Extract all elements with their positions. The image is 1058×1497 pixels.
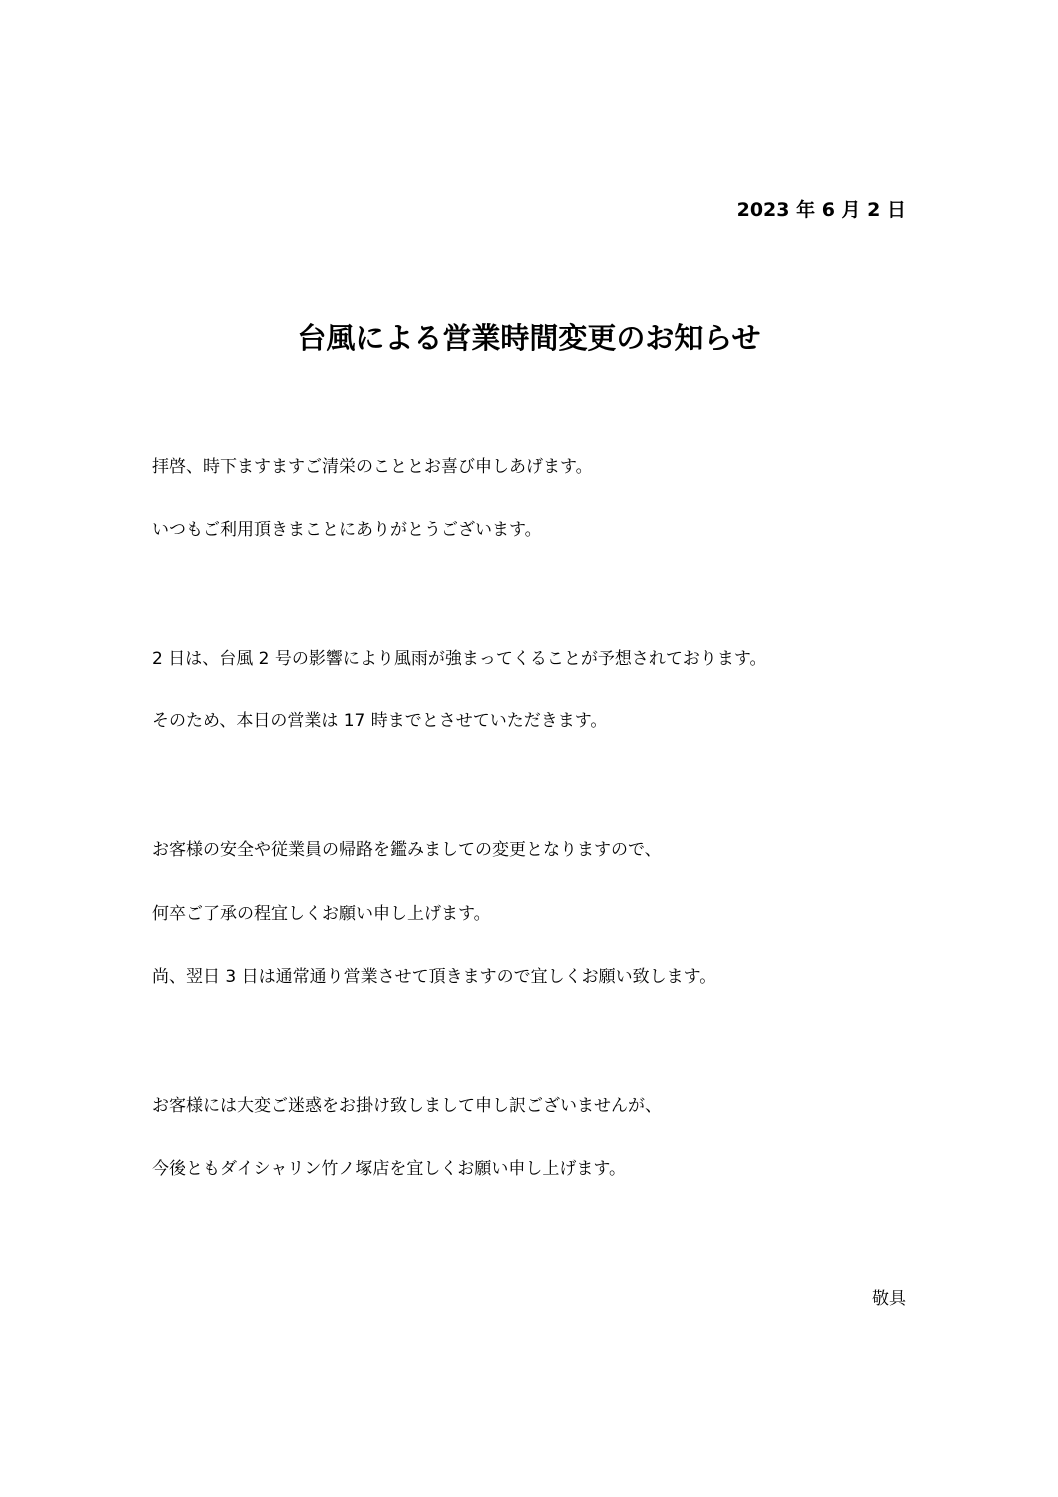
reason-line: お客様の安全や従業員の帰路を鑑みましての変更となりますので、: [152, 840, 662, 860]
reason-line: 尚、翌日 3 日は通常通り営業させて頂きますので宜しくお願い致します。: [152, 967, 717, 987]
announcement-line: そのため、本日の営業は 17 時までとさせていただきます。: [152, 711, 608, 731]
announcement-line: 2 日は、台風 2 号の影響により風雨が強まってくることが予想されております。: [152, 649, 767, 669]
closing-salutation: 敬具: [872, 1289, 906, 1309]
apology-line: お客様には大変ご迷惑をお掛け致しまして申し訳ございませんが、: [152, 1096, 662, 1116]
greeting-line: 拝啓、時下ますますご清栄のこととお喜び申しあげます。: [152, 457, 593, 477]
reason-line: 何卒ご了承の程宜しくお願い申し上げます。: [152, 904, 491, 924]
document-date: 2023 年 6 月 2 日: [736, 199, 906, 221]
document-title: 台風による営業時間変更のお知らせ: [297, 321, 761, 355]
apology-line: 今後ともダイシャリン竹ノ塚店を宜しくお願い申し上げます。: [152, 1159, 626, 1179]
greeting-line: いつもご利用頂きまことにありがとうございます。: [152, 520, 542, 540]
